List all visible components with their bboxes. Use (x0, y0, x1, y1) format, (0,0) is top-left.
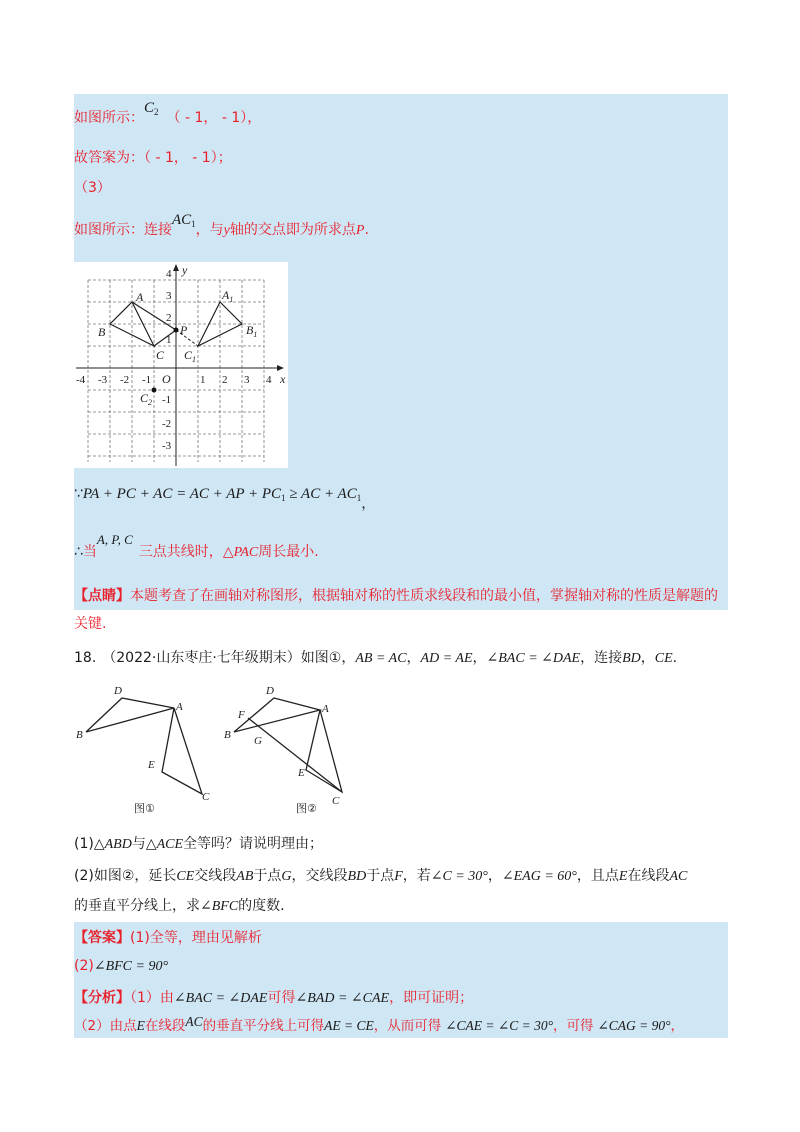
triangle-pac: PAC (233, 545, 259, 560)
answer-line: 故答案为：（ - 1， - 1）； (74, 150, 232, 166)
fig1-label-a: A (176, 701, 183, 713)
text-part: 于点 (253, 868, 282, 884)
point-e: E (136, 1018, 145, 1033)
conclusion-line (74, 532, 319, 563)
segment-pc (154, 330, 176, 346)
x-tick: -3 (98, 374, 108, 386)
angle-equality: ∠BAC = ∠DAE (173, 991, 268, 1006)
label-c1: $C_1$ (184, 348, 197, 364)
point-p: P (355, 223, 365, 238)
y-tick: -2 (162, 418, 172, 430)
label-a: A (136, 290, 144, 304)
fig1-label-d: D (114, 685, 122, 697)
label-b: B (98, 325, 106, 339)
text-part: ， (670, 1018, 685, 1034)
text-sep: ， (640, 650, 655, 666)
text-comma: ， (361, 496, 376, 512)
part-number: (2) (74, 958, 94, 974)
inequality-expr: PA + PC + AC = AC + AP + $PC_1$ ≥ AC + $AC_1$ (82, 486, 362, 503)
point-c2: $C_2$ (144, 100, 159, 117)
angle-cag: ∠CAG = 90° (597, 1018, 671, 1033)
segment-ac1: $AC_1$ (172, 212, 196, 229)
question-part-2-cont (74, 896, 285, 917)
text-part: . (364, 222, 369, 238)
condition-ad-ae: AD = AE (420, 651, 473, 666)
condition-ab-ac: AB = AC (355, 651, 407, 666)
segment-ce: CE (176, 869, 195, 884)
triangle-figures (74, 680, 348, 818)
triangle-ace: △ACE (145, 837, 184, 852)
text-part: ，若 (402, 868, 431, 884)
origin-label: O (162, 372, 171, 386)
x-tick: 2 (222, 374, 228, 386)
fig2-label-a: A (322, 703, 329, 715)
y-tick: 3 (166, 290, 172, 302)
segment-ab: AB (236, 869, 254, 884)
text-part: 在线段 (144, 1018, 186, 1034)
text-part: 在线段 (627, 868, 670, 884)
fig2-label-e: E (298, 767, 305, 779)
text-part: 的垂直平分线上，求 (74, 898, 200, 914)
text-part: ，即可证明； (389, 990, 474, 1006)
question-18 (74, 648, 677, 669)
segment-bd: BD (347, 869, 367, 884)
y-tick: 2 (166, 312, 172, 324)
y-tick: 1 (166, 334, 172, 346)
fig2-label-c: C (332, 795, 340, 807)
key-point-line (74, 586, 718, 606)
equality-ae-ce: AE = CE (324, 1018, 374, 1033)
x-tick: -1 (142, 374, 152, 386)
text-when: 当 (82, 544, 97, 560)
because-symbol: ∵ (74, 486, 83, 502)
fig2-label-g: G (254, 735, 262, 747)
label-c: C (156, 348, 165, 362)
points-apc: A, P, C (96, 532, 133, 547)
text-rest: 全等吗？请说明理由； (183, 836, 324, 852)
segment-ac: AC (185, 1014, 203, 1029)
point-e: E (618, 869, 628, 884)
axis-y: y (223, 223, 230, 238)
segment-bd: BD (622, 651, 641, 666)
x-axis-label: x (280, 372, 286, 386)
x-tick: 1 (200, 374, 206, 386)
text-part: ，且点 (576, 868, 619, 884)
x-tick: -2 (120, 374, 130, 386)
text-part: ，交线段 (291, 868, 348, 884)
part-3-label: （3） (74, 180, 111, 196)
analysis-line-1 (74, 988, 473, 1009)
figure-1-lines (86, 698, 202, 794)
y-tick: 4 (166, 268, 172, 280)
triangle-symbol: △ (222, 544, 234, 560)
answer-c2-line (74, 100, 262, 132)
fig1-caption: 图① (134, 802, 155, 815)
angle-equality-2: ∠BAD = ∠CAE (295, 991, 390, 1006)
question-number: 18. (74, 650, 97, 666)
grid-svg (74, 262, 288, 468)
label-b1: $B_1$ (246, 323, 258, 339)
answer-2 (74, 956, 168, 977)
x-tick-labels (76, 374, 272, 386)
fig2-label-d: D (266, 685, 274, 697)
segment-ce: CE (654, 651, 673, 666)
text-part: 如图②，延长 (93, 868, 177, 884)
x-axis-arrow (277, 365, 284, 371)
text-part: 如图所示：连接 (74, 222, 172, 238)
key-point-text: 本题考查了在画轴对称图形，根据轴对称的性质求线段和的最小值，掌握轴对称的性质是解题的 (130, 588, 718, 604)
text-part: （1）由 (130, 990, 174, 1006)
coords-text: （ - 1， - 1）， (166, 110, 262, 126)
vertex-labels (98, 288, 257, 407)
point-p-dot (174, 328, 179, 333)
point-c2-dot (152, 388, 157, 393)
text-part: 的垂直平分线上可得 (202, 1018, 325, 1034)
part-number: (1) (74, 836, 94, 852)
label-a1: $A_1$ (222, 288, 234, 304)
question-part-1 (74, 834, 323, 855)
text-part: 轴的交点即为所求点 (229, 222, 356, 238)
triangle-abd: △ABD (93, 837, 132, 852)
therefore-symbol: ∴ (74, 544, 83, 560)
fig1-label-e: E (148, 759, 155, 771)
connect-line (74, 212, 369, 244)
figure-2-labels (224, 685, 340, 807)
answer-1: (1)全等，理由见解析 (130, 930, 262, 946)
text-part: 于点 (366, 868, 395, 884)
text-end: . (672, 650, 678, 666)
text-part: ，从而可得 (373, 1018, 442, 1034)
x-tick: 4 (266, 374, 272, 386)
triangles-svg (74, 680, 348, 818)
analysis-line-2 (74, 1016, 684, 1036)
angle-c: ∠C = 30° (430, 869, 488, 884)
point-g: G (281, 869, 292, 884)
answer-block (74, 928, 262, 948)
coordinate-grid-figure (74, 262, 288, 468)
text-part: ，与 (195, 222, 224, 238)
y-tick: -3 (162, 440, 172, 452)
fig1-label-b: B (76, 729, 83, 741)
point-f: F (394, 869, 403, 884)
text-part: 的度数. (238, 898, 285, 914)
part-number: (2) (74, 868, 94, 884)
text-prefix: 如图所示： (74, 110, 144, 126)
text-part: ， (487, 868, 502, 884)
fig2-label-f: F (238, 709, 245, 721)
analysis-tag: 【分析】 (74, 990, 130, 1006)
y-axis-arrow (173, 264, 179, 271)
answer-angle: ∠BFC = 90° (93, 959, 169, 974)
angle-eag: ∠EAG = 60° (501, 869, 577, 884)
angle-bfc: ∠BFC (200, 899, 239, 914)
text-part: 可得 (267, 990, 296, 1006)
label-p: P (180, 323, 188, 337)
text-part: 交线段 (194, 868, 237, 884)
y-tick: -1 (162, 394, 172, 406)
fig1-label-c: C (202, 791, 210, 803)
question-source: （2022·山东枣庄·七年级期末）如图①， (102, 650, 356, 666)
segment-ac: AC (669, 869, 688, 884)
text-sep: ， (472, 650, 487, 666)
x-tick: 3 (244, 374, 250, 386)
fig2-label-b: B (224, 729, 231, 741)
inequality-line (74, 484, 376, 512)
text-sep: ， (406, 650, 421, 666)
question-part-2 (74, 866, 687, 887)
fig2-caption: 图② (296, 802, 317, 815)
x-tick: -4 (76, 374, 86, 386)
angle-cae: ∠CAE = ∠C = 30° (445, 1018, 553, 1033)
text-part: （2）由点 (74, 1018, 137, 1034)
text-part: ，可得 (552, 1018, 594, 1034)
text-mid: 与 (131, 836, 146, 852)
y-axis-label: y (182, 263, 188, 277)
answer-tag: 【答案】 (74, 930, 130, 946)
text-collinear: 三点共线时， (138, 544, 223, 560)
key-point-tag: 【点睛】 (74, 588, 130, 604)
key-point-cont: 关键. (74, 616, 107, 632)
condition-angles: ∠BAC = ∠DAE (486, 651, 581, 666)
label-c2: $C_2$ (140, 391, 153, 407)
triangle-abc (110, 302, 154, 346)
text-min: 周长最小. (258, 544, 319, 560)
text-tail: ，连接 (580, 650, 623, 666)
